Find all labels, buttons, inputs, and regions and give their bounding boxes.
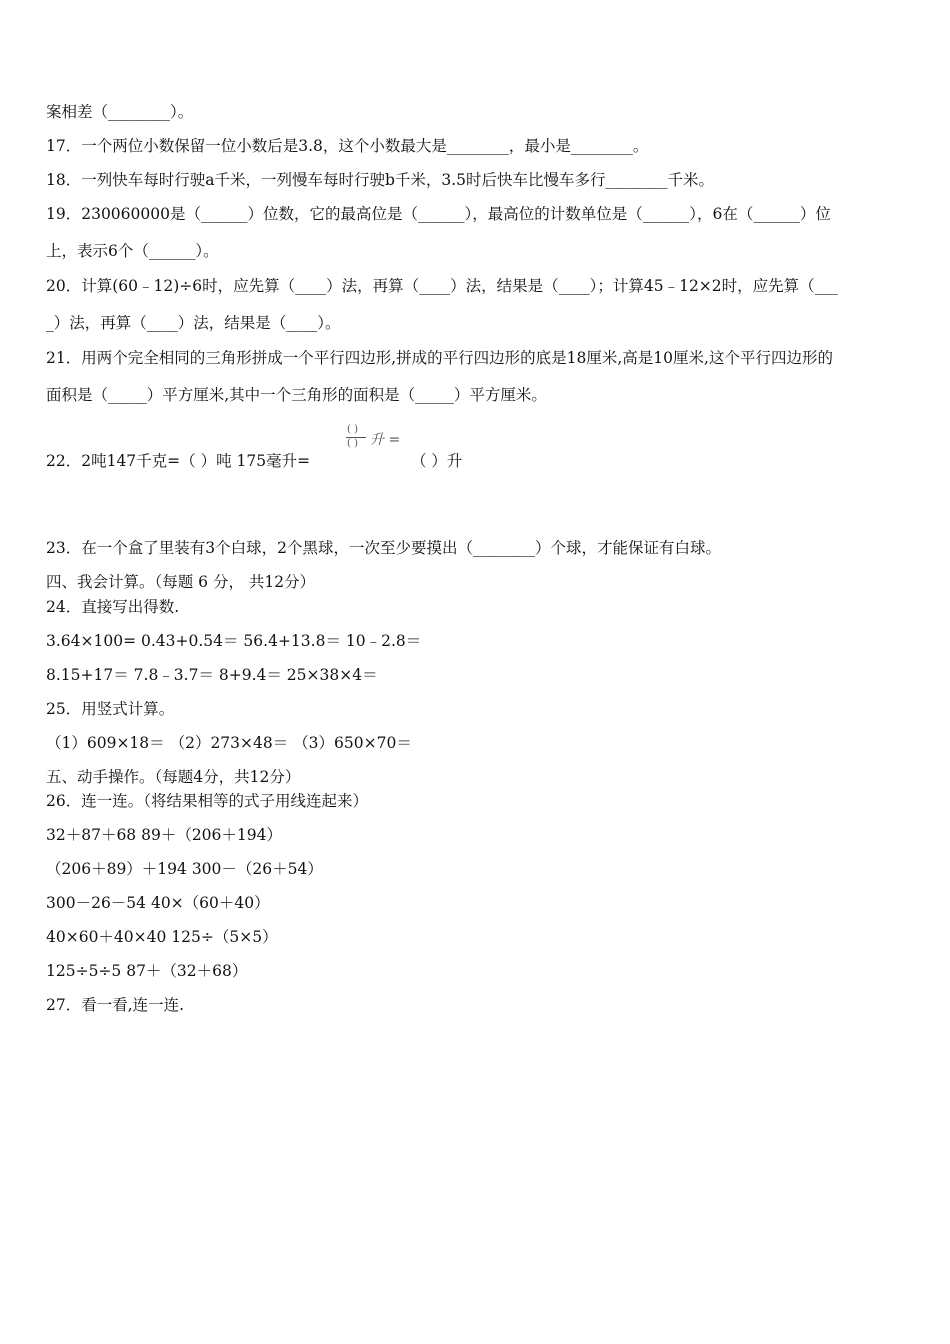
question-19-continuation: 上，表示6个（______）。 [46, 242, 219, 260]
fraction-image [344, 424, 416, 460]
question-24: 24．直接写出得数. [46, 598, 180, 616]
question-21: 21．用两个完全相同的三角形拼成一个平行四边形,拼成的平行四边形的底是18厘米,高是10厘米,这个平行四边形的 [46, 349, 833, 367]
question-27: 27．看一看,连一连. [46, 996, 185, 1014]
section-four-heading: 四、我会计算。（每题 6 分， 共12分） [46, 573, 316, 591]
question-17: 17．一个两位小数保留一位小数后是3.8，这个小数最大是________，最小是________。 [46, 137, 649, 155]
question-26-row-3: 300－26－54 40×（60＋40） [46, 894, 270, 912]
question-22: 22．2吨147千克=（ ）吨 175毫升= [46, 452, 311, 470]
fraction-denominator: ( ) [347, 438, 358, 449]
question-23: 23．在一个盒了里装有3个白球，2个黑球，一次至少要摸出（________）个球，才能保证有白球。 [46, 539, 721, 557]
question-26-row-5: 125÷5÷5 87＋（32＋68） [46, 962, 248, 980]
fraction-unit: 升 = [370, 432, 401, 448]
question-25-items: （1）609×18＝ （2）273×48＝ （3）650×70＝ [46, 734, 412, 752]
section-five-heading: 五、动手操作。（每题4分，共12分） [46, 768, 301, 786]
question-22-tail: （ ）升 [411, 452, 463, 470]
question-19: 19．230060000是（______）位数，它的最高位是（______），最高位的计数单位是（______），6在（______）位 [46, 205, 831, 223]
question-20: 20．计算(60﹣12)÷6时，应先算（____）法，再算（____）法，结果是（____）；计算45﹣12×2时，应先算（___ [46, 277, 838, 295]
question-26-row-2: （206＋89）＋194 300－（26＋54） [46, 860, 323, 878]
question-24-row-2: 8.15+17＝ 7.8﹣3.7＝ 8+9.4＝ 25×38×4＝ [46, 666, 378, 684]
question-18: 18．一列快车每时行驶a千米，一列慢车每时行驶b千米，3.5时后快车比慢车多行________千米。 [46, 171, 715, 189]
question-26-row-1: 32＋87＋68 89＋（206＋194） [46, 826, 282, 844]
question-24-row-1: 3.64×100= 0.43+0.54＝ 56.4+13.8＝ 10﹣2.8＝ [46, 632, 422, 650]
question-25: 25．用竖式计算。 [46, 700, 175, 718]
fraction-numerator: ( ) [347, 424, 358, 435]
question-26-row-4: 40×60＋40×40 125÷（5×5） [46, 928, 278, 946]
question-20-continuation: _）法，再算（____）法，结果是（____）。 [46, 314, 341, 332]
question-21-continuation: 面积是（_____）平方厘米,其中一个三角形的面积是（_____）平方厘米。 [46, 386, 547, 404]
question-26: 26．连一连。（将结果相等的式子用线连起来） [46, 792, 368, 810]
line-16-continuation: 案相差（________）。 [46, 103, 194, 121]
